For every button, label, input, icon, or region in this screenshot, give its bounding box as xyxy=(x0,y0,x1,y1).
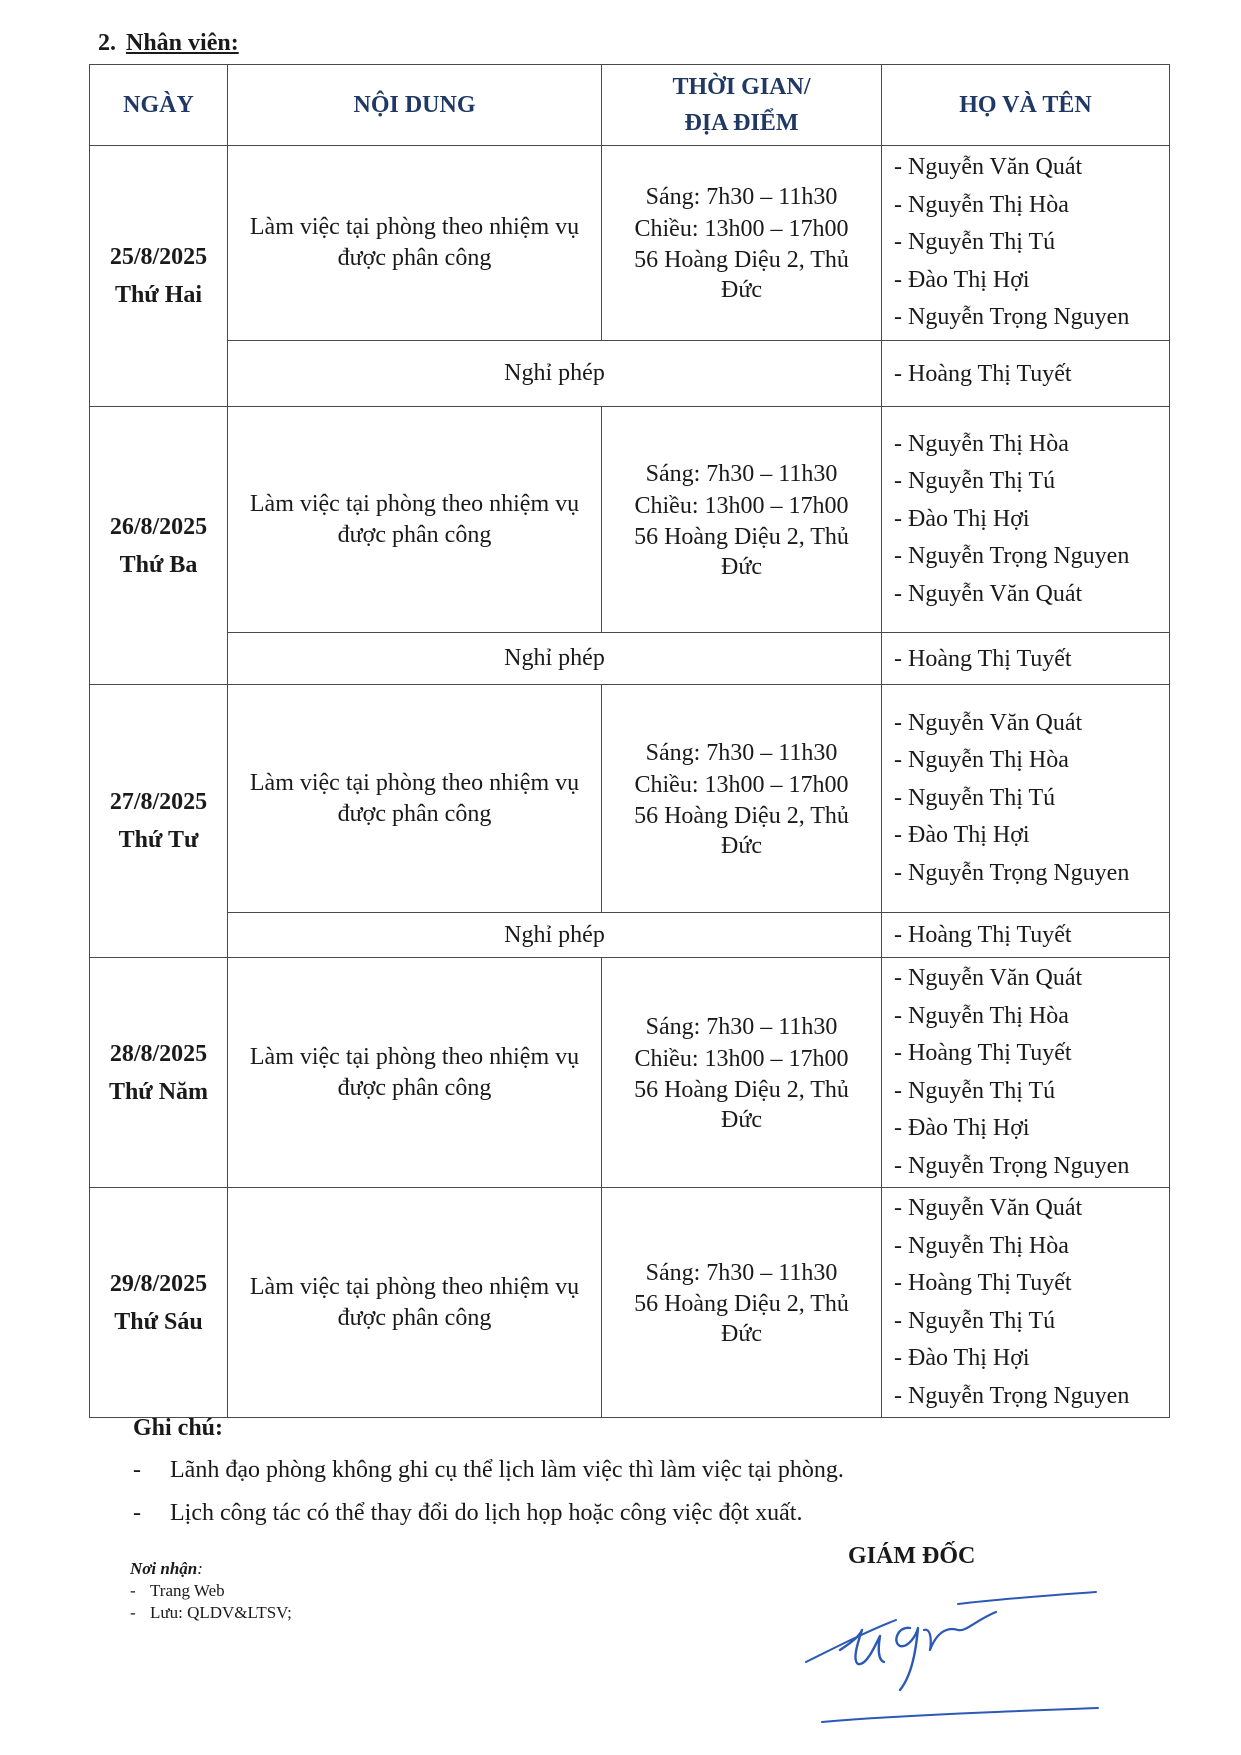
morning-hours: Sáng: 7h30 – 11h30 xyxy=(645,184,838,210)
signer-title: GIÁM ĐỐC xyxy=(848,1543,976,1569)
staff-name: - Nguyễn Thị Tú xyxy=(894,1307,1056,1334)
location: 56 Hoàng Diệu 2, Thủ Đức xyxy=(634,1290,849,1347)
table-row xyxy=(90,146,1170,341)
names-cell xyxy=(882,407,1170,633)
afternoon-hours: Chiều: 13h00 – 17h00 xyxy=(634,216,849,242)
date-value: 27/8/2025 xyxy=(109,789,208,815)
staff-name: - Hoàng Thị Tuyết xyxy=(894,645,1072,672)
staff-name: - Nguyễn Thị Tú xyxy=(894,468,1056,495)
staff-name: - Nguyễn Thị Tú xyxy=(894,1077,1056,1104)
note-dash: - xyxy=(133,1500,141,1526)
staff-name: - Nguyễn Thị Hòa xyxy=(894,430,1069,457)
section-number: 2. xyxy=(98,30,116,56)
notes-section xyxy=(133,1415,844,1526)
date-cell xyxy=(90,958,228,1188)
staff-name: - Nguyễn Văn Quát xyxy=(894,1195,1083,1221)
notes-title: Ghi chú: xyxy=(133,1415,224,1441)
morning-hours: Sáng: 7h30 – 11h30 xyxy=(645,1013,838,1040)
morning-hours: Sáng: 7h30 – 11h30 xyxy=(645,739,838,766)
leave-names-cell xyxy=(882,633,1170,685)
leave-names-cell xyxy=(882,341,1170,407)
note-text: Lịch công tác có thể thay đổi do lịch họp hoặc công việc đột xuất. xyxy=(170,1500,803,1526)
leave-row xyxy=(90,633,1170,685)
recipient-item: - Lưu: QLDV&LTSV; xyxy=(130,1603,292,1622)
time-location-cell xyxy=(602,1188,882,1418)
staff-schedule-table xyxy=(89,64,1170,1418)
names-cell xyxy=(882,958,1170,1188)
header-time-line2: ĐỊA ĐIỂM xyxy=(684,110,799,136)
header-time-location xyxy=(602,65,882,146)
header-content: NỘI DUNG xyxy=(228,65,602,146)
afternoon-hours: Chiều: 13h00 – 17h00 xyxy=(634,492,849,519)
staff-name: - Nguyễn Thị Tú xyxy=(894,784,1056,811)
content-cell: Làm việc tại phòng theo nhiệm vụ được phân công xyxy=(228,958,602,1188)
weekday-value: Thứ Ba xyxy=(119,551,198,578)
date-value: 29/8/2025 xyxy=(109,1270,208,1297)
names-cell xyxy=(882,685,1170,913)
staff-name: - Nguyễn Văn Quát xyxy=(894,154,1083,181)
names-cell xyxy=(882,1188,1170,1418)
staff-name: - Đào Thị Hợi xyxy=(894,822,1030,849)
staff-name: - Nguyễn Thị Hòa xyxy=(894,191,1069,218)
date-value: 25/8/2025 xyxy=(109,244,208,270)
note-text: Lãnh đạo phòng không ghi cụ thể lịch làm việc thì làm việc tại phòng. xyxy=(170,1457,844,1483)
recipient-item: - Trang Web xyxy=(130,1581,225,1600)
afternoon-hours: Chiều: 13h00 – 17h00 xyxy=(634,1045,849,1072)
staff-name: - Nguyễn Trọng Nguyen xyxy=(894,1382,1130,1409)
staff-name: - Nguyễn Văn Quát xyxy=(894,965,1083,991)
note-item xyxy=(133,1500,802,1527)
content-cell: Làm việc tại phòng theo nhiệm vụ được phân công xyxy=(228,685,602,913)
names-cell xyxy=(882,146,1170,341)
leave-row xyxy=(90,913,1170,958)
staff-name: - Đào Thị Hợi xyxy=(894,1115,1030,1141)
header-date: NGÀY xyxy=(90,65,228,146)
header-time-line1: THỜI GIAN/ xyxy=(672,74,811,100)
staff-name: - Nguyễn Thị Hòa xyxy=(894,1002,1069,1029)
header-names: HỌ VÀ TÊN xyxy=(882,65,1170,146)
morning-hours: Sáng: 7h30 – 11h30 xyxy=(645,1259,838,1286)
leave-names-cell xyxy=(882,913,1170,958)
section-heading xyxy=(98,30,239,57)
note-dash: - xyxy=(133,1457,141,1483)
leave-label: Nghỉ phép xyxy=(228,341,882,407)
content-cell: Làm việc tại phòng theo nhiệm vụ được phân công xyxy=(228,1188,602,1418)
staff-name: - Đào Thị Hợi xyxy=(894,505,1030,532)
table-row xyxy=(90,958,1170,1188)
content-cell: Làm việc tại phòng theo nhiệm vụ được phân công xyxy=(228,146,602,341)
recipients-block xyxy=(130,1558,292,1624)
note-item xyxy=(133,1457,844,1484)
date-cell xyxy=(90,146,228,407)
staff-name: - Hoàng Thị Tuyết xyxy=(894,360,1072,387)
staff-name: - Nguyễn Trọng Nguyen xyxy=(894,859,1130,886)
table-header-row xyxy=(90,65,1170,146)
table-row xyxy=(90,407,1170,633)
leave-label: Nghỉ phép xyxy=(228,913,882,958)
recipients-title: Nơi nhận: xyxy=(130,1559,203,1578)
weekday-value: Thứ Sáu xyxy=(114,1308,203,1335)
table-row xyxy=(90,1188,1170,1418)
staff-name: - Hoàng Thị Tuyết xyxy=(894,1040,1072,1066)
staff-name: - Nguyễn Trọng Nguyen xyxy=(894,1152,1130,1179)
table-row xyxy=(90,685,1170,913)
weekday-value: Thứ Năm xyxy=(108,1078,209,1105)
content-cell: Làm việc tại phòng theo nhiệm vụ được phân công xyxy=(228,407,602,633)
leave-label: Nghỉ phép xyxy=(228,633,882,685)
time-location-cell xyxy=(602,685,882,913)
date-value: 26/8/2025 xyxy=(109,513,208,540)
leave-row xyxy=(90,341,1170,407)
weekday-value: Thứ Tư xyxy=(118,827,199,853)
morning-hours: Sáng: 7h30 – 11h30 xyxy=(645,460,838,487)
date-cell xyxy=(90,407,228,685)
staff-name: - Đào Thị Hợi xyxy=(894,1345,1030,1371)
time-location-cell xyxy=(602,407,882,633)
date-value: 28/8/2025 xyxy=(109,1040,208,1067)
staff-name: - Hoàng Thị Tuyết xyxy=(894,1270,1072,1296)
date-cell xyxy=(90,1188,228,1418)
afternoon-hours: Chiều: 13h00 – 17h00 xyxy=(634,771,849,798)
staff-name: - Nguyễn Thị Hòa xyxy=(894,747,1069,774)
staff-name: - Nguyễn Trọng Nguyen xyxy=(894,304,1130,331)
staff-name: - Nguyễn Trọng Nguyen xyxy=(894,543,1130,570)
weekday-value: Thứ Hai xyxy=(114,282,203,308)
staff-name: - Nguyễn Thị Hòa xyxy=(894,1232,1069,1259)
section-title: Nhân viên: xyxy=(126,30,239,56)
location: 56 Hoàng Diệu 2, Thủ Đức xyxy=(634,523,849,580)
location: 56 Hoàng Diệu 2, Thủ Đức xyxy=(634,1076,849,1133)
location: 56 Hoàng Diệu 2, Thủ Đức xyxy=(634,247,849,303)
staff-name: - Nguyễn Thị Tú xyxy=(894,229,1056,256)
staff-name: - Đào Thị Hợi xyxy=(894,266,1030,293)
date-cell xyxy=(90,685,228,958)
location: 56 Hoàng Diệu 2, Thủ Đức xyxy=(634,802,849,859)
time-location-cell xyxy=(602,958,882,1188)
staff-name: - Hoàng Thị Tuyết xyxy=(894,922,1072,948)
handwritten-signature xyxy=(800,1590,1100,1730)
staff-name: - Nguyễn Văn Quát xyxy=(894,709,1083,736)
time-location-cell xyxy=(602,146,882,341)
staff-name: - Nguyễn Văn Quát xyxy=(894,580,1083,607)
